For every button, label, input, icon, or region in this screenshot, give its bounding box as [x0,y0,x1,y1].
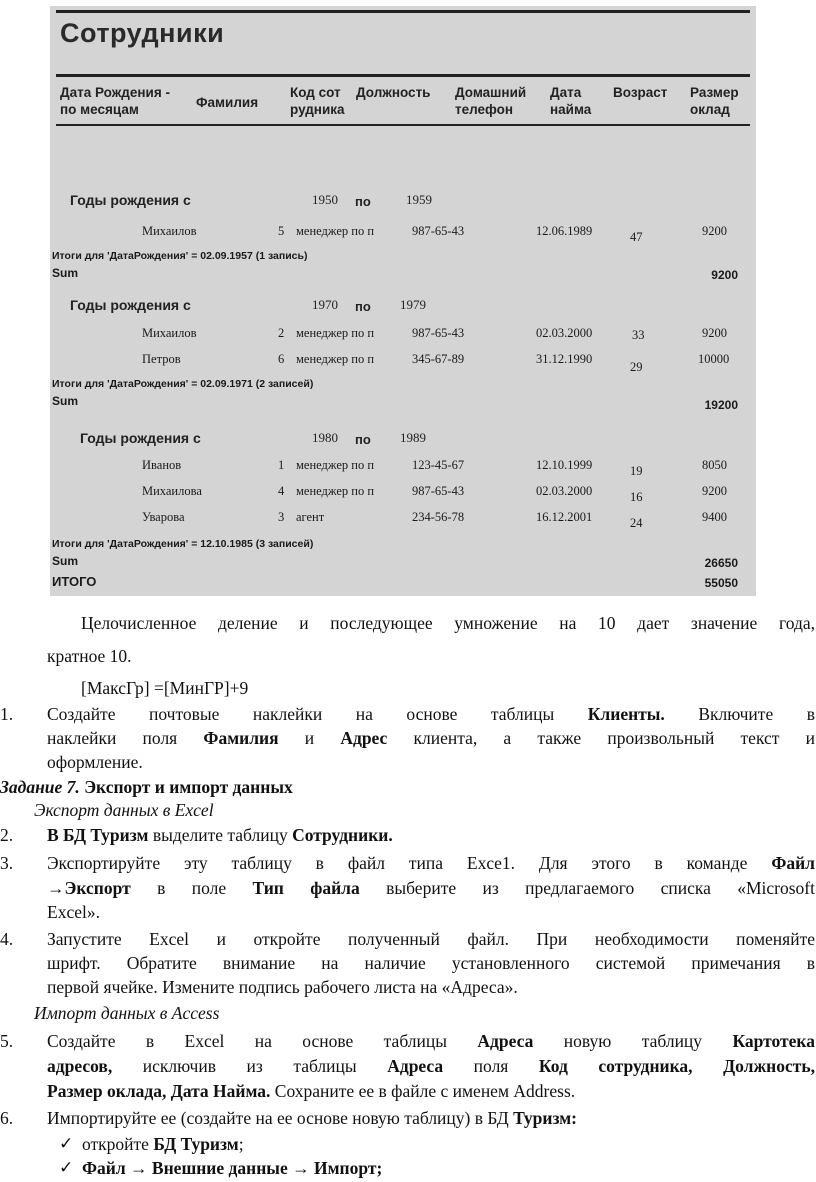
group-to: по [355,299,371,314]
list-number: 2. [0,825,14,845]
cell-position: менеджер по п [296,352,375,366]
group-label: Годы рождения с [70,192,191,208]
group-summary: Итоги для 'ДатаРождения' = 02.09.1971 (2 записей) [52,378,314,390]
cell-phone: 987-65-43 [412,484,465,498]
list-item-line: →Экспорт в поле Тип файла выберите из предлагаемого списка «Microsoft [47,878,815,898]
formula: [МаксГр] =[МинГР]+9 [81,678,249,698]
list-item-line: В БД Туризм выделите таблицу Сотрудники. [47,825,393,845]
cell-age: 47 [630,230,643,244]
cell-position: менеджер по п [296,458,375,472]
list-item-line: Импортируйте ее (создайте на ее основе новую таблицу) в БД Туризм: [47,1108,577,1128]
cell-position: агент [296,510,325,524]
list-number: 6. [0,1108,14,1128]
list-number: 5. [0,1031,14,1051]
group-until: 1979 [400,297,426,312]
list-item-line: шрифт. Обратите внимание на наличие установленного системой примечания в [47,953,815,973]
cell-phone: 987-65-43 [412,326,465,340]
checkmark-icon: ✓ [59,1158,74,1178]
group-from: 1980 [312,430,338,445]
header-top-rule [56,74,750,77]
task-heading: Задание 7. Экспорт и импорт данных [0,777,293,797]
cell-phone: 234-56-78 [412,510,465,524]
subheading: Экспорт данных в Excel [34,800,214,820]
cell-surname: Петров [142,352,181,366]
list-item-line: Создайте в Excel на основе таблицы Адреса новую таблицу Картотека [47,1031,815,1051]
cell-code: 5 [278,224,285,238]
header-bottom-rule [56,124,750,126]
cell-salary: 9200 [702,326,727,340]
group-label: Годы рождения с [80,430,201,446]
list-item-line: Размер оклада, Дата Найма. Сохраните ее в файле с именем Address. [47,1081,576,1101]
paragraph-line: кратное 10. [47,646,132,666]
cell-age: 24 [630,516,643,530]
cell-surname: Иванов [142,458,182,472]
group-until: 1989 [400,430,426,445]
group-until: 1959 [406,192,432,207]
list-item-line: оформление. [47,752,143,772]
cell-phone: 345-67-89 [412,352,465,366]
header-surname: Фамилия [196,95,259,110]
cell-hire: 31.12.1990 [536,352,593,366]
subheading: Импорт данных в Access [34,1003,220,1023]
group-from: 1970 [312,297,338,312]
group-summary: Итоги для 'ДатаРождения' = 02.09.1957 (1 запись) [52,250,308,262]
cell-code: 4 [278,484,285,498]
header-salary: Размер оклад [690,85,739,117]
sum-label: Sum [52,266,79,280]
group-summary: Итоги для 'ДатаРождения' = 12.10.1985 (3 записей) [52,538,314,550]
header-dob: Дата Рождения - по месяцам [60,85,170,117]
checkmark-icon: ✓ [59,1134,74,1154]
grand-total: 55050 [704,576,738,590]
cell-position: менеджер по п [296,326,375,340]
cell-salary: 9200 [702,484,727,498]
check-item: откройте БД Туризм; [82,1134,244,1154]
group-to: по [355,432,371,447]
list-item-line: наклейки поля Фамилия и Адрес клиента, а также произвольный текст и [47,728,815,748]
cell-hire: 16.12.2001 [536,510,593,524]
report-scan [50,6,756,596]
list-item-line: адресов, исключив из таблицы Адреса поля Код сотрудника, Должность, [47,1056,815,1076]
list-item-line: Экспортируйте эту таблицу в файл типа Exce1. Для этого в команде Файл [47,853,815,873]
group-label: Годы рождения с [70,297,191,313]
cell-age: 29 [630,360,643,374]
cell-surname: Уварова [142,510,185,524]
group-to: по [355,194,371,209]
cell-code: 1 [278,458,285,472]
cell-position: менеджер по п [296,484,375,498]
paragraph-line: Целочисленное деление и последующее умножение на 10 дает значение года, [81,613,815,633]
list-number: 4. [0,929,14,949]
cell-age: 33 [632,328,645,342]
cell-code: 6 [278,352,285,366]
sum-label: Sum [52,554,79,568]
list-item-line: первой ячейке. Измените подпись рабочего листа на «Адреса». [47,977,518,997]
cell-surname: Михаилов [142,326,197,340]
group-sum: 9200 [711,268,738,282]
list-number: 1. [0,704,14,724]
cell-code: 3 [278,510,285,524]
cell-hire: 02.03.2000 [536,326,593,340]
cell-hire: 12.06.1989 [536,224,593,238]
cell-surname: Михаилова [142,484,202,498]
cell-hire: 12.10.1999 [536,458,593,472]
sum-label: Sum [52,394,79,408]
list-item-line: Excel». [47,902,100,922]
header-code: Код сот рудника [290,85,345,117]
cell-salary: 9400 [702,510,727,524]
cell-position: менеджер по п [296,224,375,238]
cell-age: 19 [630,464,643,478]
cell-code: 2 [278,326,285,340]
group-from: 1950 [312,192,338,207]
group-sum: 19200 [704,398,738,412]
header-position: Должность [356,85,431,100]
header-hire: Дата найма [550,85,592,117]
cell-age: 16 [630,490,643,504]
report-title: Сотрудники [60,18,225,48]
group-sum: 26650 [704,556,738,570]
cell-salary: 9200 [702,224,727,238]
cell-phone: 123-45-67 [412,458,465,472]
grand-total-label: ИТОГО [52,574,97,589]
list-item-line: Создайте почтовые наклейки на основе таблицы Клиенты. Включите в [47,704,815,724]
cell-hire: 02.03.2000 [536,484,593,498]
header-age: Возраст [613,85,668,100]
list-number: 3. [0,853,14,873]
top-rule [56,10,750,13]
cell-surname: Михаилов [142,224,197,238]
list-item-line: Запустите Excel и откройте полученный файл. При необходимости поменяйте [47,929,815,949]
cell-salary: 8050 [702,458,727,472]
cell-phone: 987-65-43 [412,224,465,238]
check-item: Файл → Внешние данные → Импорт; [82,1158,383,1178]
header-phone: Домашний телефон [455,85,527,117]
cell-salary: 10000 [698,352,730,366]
